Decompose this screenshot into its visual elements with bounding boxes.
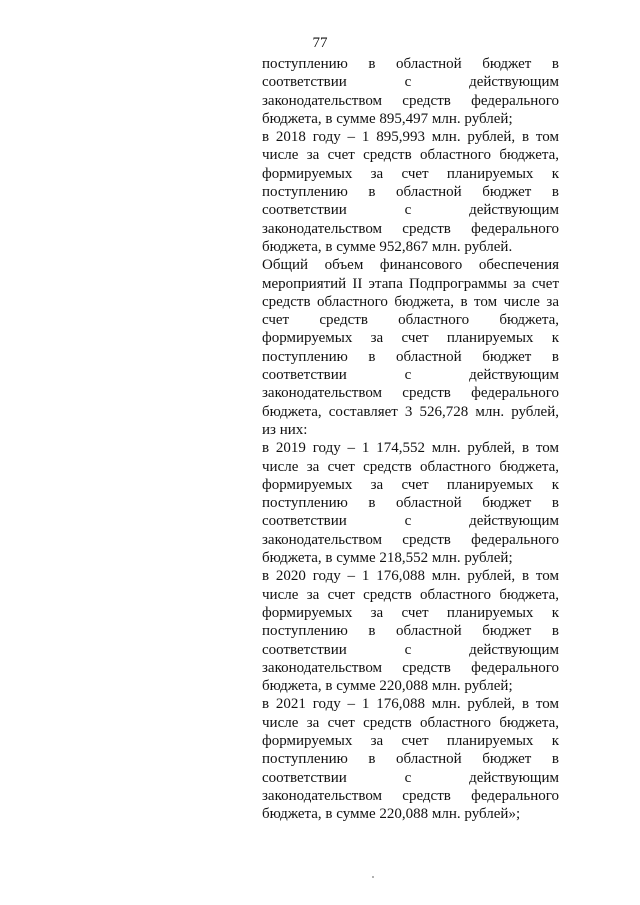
text-line: формируемых за счет планируемых к bbox=[262, 732, 559, 749]
text-line: соответствии с действующим bbox=[262, 513, 559, 530]
text-line: формируемых за счет планируемых к bbox=[262, 165, 559, 182]
text-line: поступлению в областной бюджет в bbox=[262, 495, 559, 512]
text-line: поступлению в областной бюджет в bbox=[262, 751, 559, 768]
text-line: бюджета, в сумме 220,088 млн. рублей; bbox=[262, 678, 513, 695]
text-line: из них: bbox=[262, 421, 308, 438]
text-line: средств областного бюджета, в том числе за bbox=[262, 293, 559, 310]
text-line: в 2019 году – 1 174,552 млн. рублей, в том bbox=[262, 440, 559, 457]
text-line: законодательством средств федерального bbox=[262, 92, 559, 109]
text-line: формируемых за счет планируемых к bbox=[262, 330, 559, 347]
text-line: в 2018 году – 1 895,993 млн. рублей, в том bbox=[262, 129, 559, 146]
text-line: законодательством средств федерального bbox=[262, 385, 559, 402]
text-line: соответствии с действующим bbox=[262, 74, 559, 91]
text-line: поступлению в областной бюджет в bbox=[262, 348, 559, 365]
text-line: бюджета, в сумме 218,552 млн. рублей; bbox=[262, 550, 513, 567]
paragraph bbox=[262, 567, 559, 695]
page-number: 77 bbox=[312, 35, 328, 51]
text-line: формируемых за счет планируемых к bbox=[262, 476, 559, 493]
text-line: поступлению в областной бюджет в bbox=[262, 184, 559, 201]
text-line: законодательством средств федерального bbox=[262, 787, 559, 804]
text-line: законодательством средств федерального bbox=[262, 531, 559, 548]
scan-speck bbox=[372, 876, 374, 878]
text-line: числе за счет средств областного бюджета, bbox=[262, 586, 559, 603]
text-line: бюджета, в сумме 895,497 млн. рублей; bbox=[262, 110, 513, 127]
text-line: формируемых за счет планируемых к bbox=[262, 604, 559, 621]
text-line: поступлению в областной бюджет в bbox=[262, 623, 559, 640]
text-line: соответствии с действующим bbox=[262, 202, 559, 219]
text-line: поступлению в областной бюджет в bbox=[262, 56, 559, 72]
paragraph bbox=[262, 439, 559, 567]
text-line: бюджета, в сумме 220,088 млн. рублей»; bbox=[262, 806, 521, 823]
paragraph bbox=[262, 256, 559, 439]
text-line: соответствии с действующим bbox=[262, 769, 559, 786]
paragraph bbox=[262, 695, 559, 823]
paragraph bbox=[262, 55, 559, 128]
text-line: счет средств областного бюджета, bbox=[262, 312, 559, 329]
body-text bbox=[262, 55, 559, 823]
paragraph bbox=[262, 128, 559, 256]
text-line: бюджета, в сумме 952,867 млн. рублей. bbox=[262, 238, 513, 255]
text-line: соответствии с действующим bbox=[262, 641, 559, 658]
text-line: Общий объем финансового обеспечения bbox=[262, 257, 559, 274]
text-line: числе за счет средств областного бюджета, bbox=[262, 714, 559, 731]
text-line: мероприятий II этапа Подпрограммы за счет bbox=[262, 275, 559, 292]
text-line: соответствии с действующим bbox=[262, 367, 559, 384]
text-line: числе за счет средств областного бюджета, bbox=[262, 458, 559, 475]
text-line: в 2020 году – 1 176,088 млн. рублей, в том bbox=[262, 568, 559, 585]
text-line: законодательством средств федерального bbox=[262, 220, 559, 237]
text-line: числе за счет средств областного бюджета, bbox=[262, 147, 559, 164]
text-line: бюджета, составляет 3 526,728 млн. рублей, bbox=[262, 403, 559, 420]
text-line: законодательством средств федерального bbox=[262, 659, 559, 676]
text-line: в 2021 году – 1 176,088 млн. рублей, в том bbox=[262, 696, 559, 713]
